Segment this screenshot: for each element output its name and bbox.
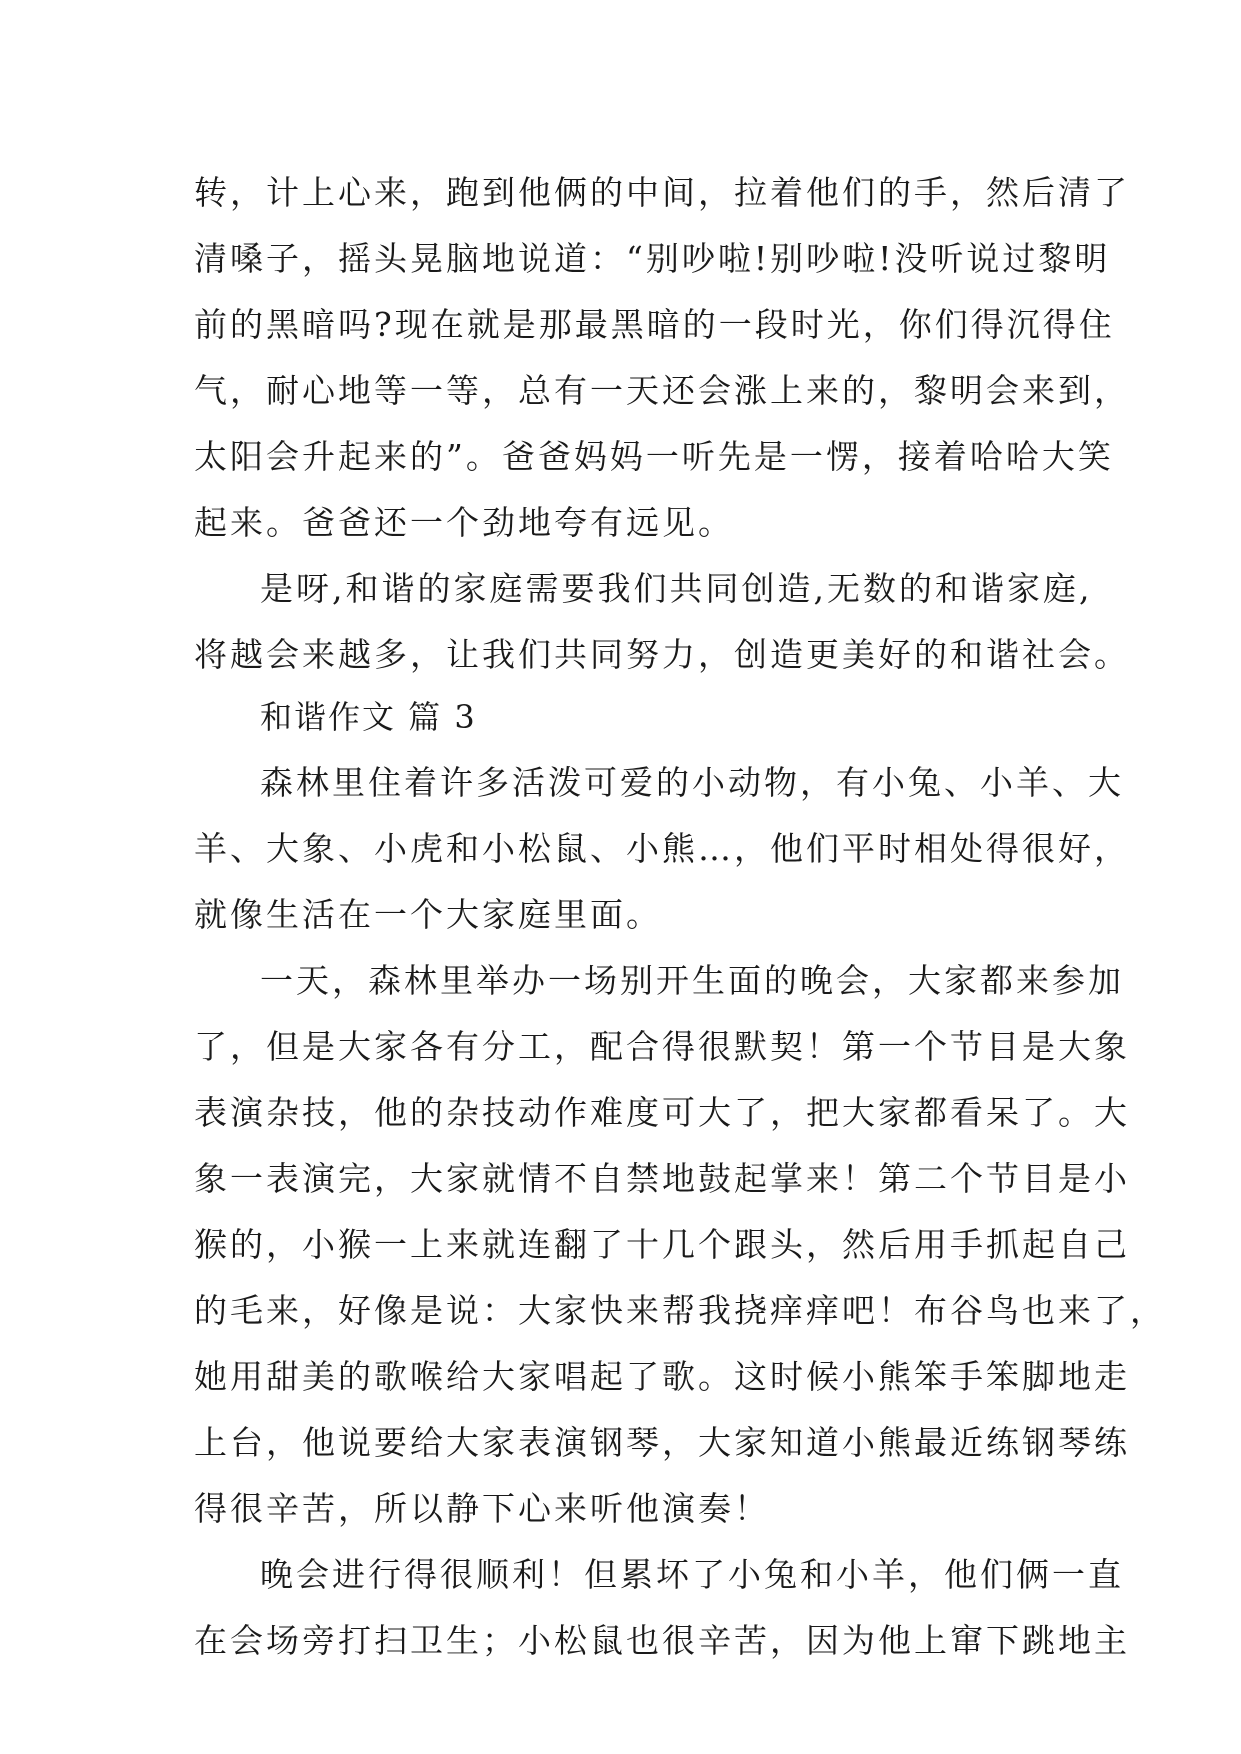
text-line: 得很辛苦，所以静下心来听他演奏！ — [194, 1489, 770, 1528]
top-text-block — [194, 160, 1130, 688]
text-line: 表演杂技，他的杂技动作难度可大了，把大家都看呆了。大 — [194, 1093, 1130, 1132]
text-line: 上台，他说要给大家表演钢琴，大家知道小熊最近练钢琴练 — [194, 1423, 1130, 1462]
text-line: 气，耐心地等一等，总有一天还会涨上来的，黎明会来到， — [194, 371, 1130, 410]
text-line: 一天，森林里举办一场别开生面的晚会，大家都来参加 — [260, 961, 1124, 1000]
text-line: 清嗓子，摇头晃脑地说道：“别吵啦!别吵啦!没听说过黎明 — [194, 239, 1111, 278]
text-line: 了，但是大家各有分工，配合得很默契！第一个节目是大象 — [194, 1027, 1130, 1066]
text-line: 转，计上心来，跑到他俩的中间，拉着他们的手，然后清了 — [194, 173, 1130, 212]
text-line: 前的黑暗吗?现在就是那最黑暗的一段时光，你们得沉得住 — [194, 305, 1115, 344]
text-line: 她用甜美的歌喉给大家唱起了歌。这时候小熊笨手笨脚地走 — [194, 1357, 1130, 1396]
text-line: 太阳会升起来的”。爸爸妈妈一听先是一愣，接着哈哈大笑 — [194, 437, 1114, 476]
text-line: 就像生活在一个大家庭里面。 — [194, 895, 662, 934]
text-line: 羊、大象、小虎和小松鼠、小熊…，他们平时相处得很好， — [194, 829, 1130, 868]
text-line: 起来。爸爸还一个劲地夸有远见。 — [194, 503, 734, 542]
section-title: 和谐作文 篇 3 — [260, 698, 477, 736]
paragraph — [194, 750, 1130, 948]
text-line: 森林里住着许多活泼可爱的小动物，有小兔、小羊、大 — [260, 763, 1124, 802]
text-line: 晚会进行得很顺利！但累坏了小兔和小羊，他们俩一直 — [260, 1555, 1124, 1594]
text-line: 猴的，小猴一上来就连翻了十几个跟头，然后用手抓起自己 — [194, 1225, 1130, 1264]
paragraph — [194, 948, 1166, 1542]
paragraph — [194, 1542, 1130, 1674]
text-line: 将越会来越多，让我们共同努力，创造更美好的和谐社会。 — [194, 635, 1130, 674]
text-line: 象一表演完，大家就情不自禁地鼓起掌来！第二个节目是小 — [194, 1159, 1130, 1198]
text-line: 是呀,和谐的家庭需要我们共同创造,无数的和谐家庭, — [260, 569, 1093, 608]
text-line: 在会场旁打扫卫生；小松鼠也很辛苦，因为他上窜下跳地主 — [194, 1621, 1130, 1660]
text-line: 的毛来，好像是说：大家快来帮我挠痒痒吧！布谷鸟也来了， — [194, 1291, 1166, 1330]
paragraph — [194, 160, 1130, 556]
paragraph — [194, 556, 1130, 688]
bottom-text-block — [194, 750, 1166, 1674]
